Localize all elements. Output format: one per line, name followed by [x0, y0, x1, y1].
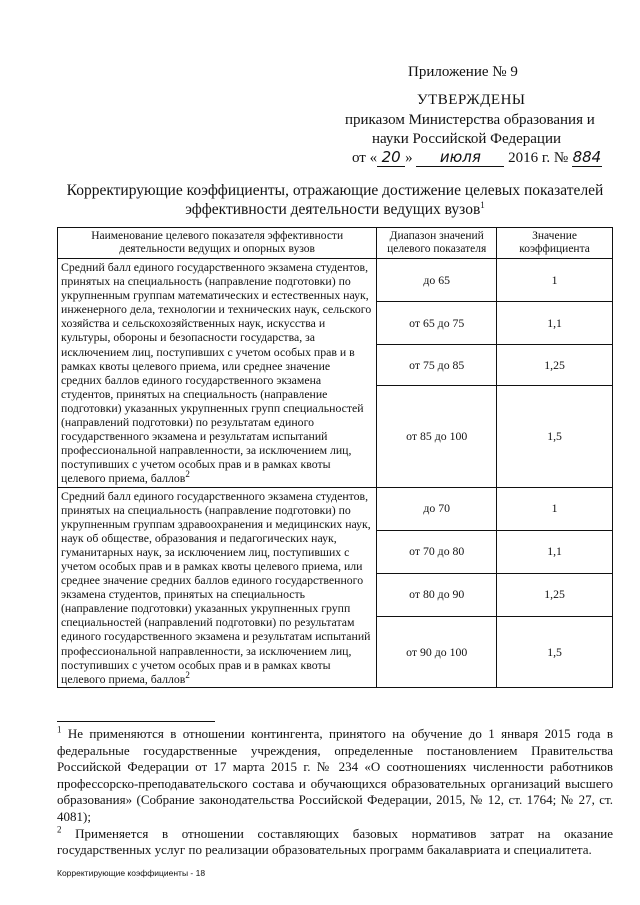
approved-title: УТВЕРЖДЕНЫ [417, 92, 526, 108]
order-prefix: от « [352, 150, 378, 166]
coefficient-cell: 1,5 [497, 616, 613, 687]
table-row [58, 259, 613, 302]
range-cell: до 65 [377, 259, 497, 302]
footnote-1: $^1$ Не применяются в отношении контингента, принятого на обучение до 1 января 2015 года в федеральные государственные учреждения, определенные постановлением Правительства Российской Федерации от 17 марта 2015 г. № 234 «О соотношениях численности работников профессорско-преподавательского состава и обучающихся образовательных организаций высшего образования» (Собрание законодательства Российской Федерации, 2015, № 12, ст. 1764; № 27, ст. 4081); [57, 724, 613, 824]
range-cell: от 65 до 75 [377, 302, 497, 345]
approved-line-2: науки Российской Федерации [372, 131, 562, 147]
approved-line-1: приказом Министерства образования и [345, 112, 595, 128]
footnotes [57, 726, 613, 859]
coefficient-cell: 1,1 [497, 302, 613, 345]
page-footer: Корректирующие коэффициенты - 18 [57, 868, 206, 878]
table-row [58, 487, 613, 530]
appendix-number: Приложение № 9 [408, 64, 518, 80]
title-line-1: Корректирующие коэффициенты, отражающие достижение целевых показателей [66, 182, 604, 199]
range-cell: от 75 до 85 [377, 345, 497, 386]
range-cell: до 70 [377, 487, 497, 530]
header-range: Диапазон значений целевого показателя [377, 228, 497, 259]
header-coefficient: Значение коэффициента [497, 228, 613, 259]
title-line-2: эффективности деятельности ведущих вузов$^1$ [185, 199, 485, 218]
coefficient-cell: 1,25 [497, 345, 613, 386]
range-cell: от 70 до 80 [377, 530, 497, 573]
order-line [352, 148, 602, 167]
table-header-row [58, 228, 613, 259]
header-indicator-name: Наименование целевого показателя эффективности деятельности ведущих и опорных вузов [58, 228, 377, 259]
document-title [40, 181, 630, 219]
coefficient-cell: 1,25 [497, 573, 613, 616]
indicator-description-2: Средний балл единого государственного экзамена студентов, принятых на специальность (направление подготовки) по укрупненным группам здравоохранения и медицинских наук, наук об обществе, образования и педагогических наук, гуманитарных наук, за исключением лиц, поступивших с учетом особых прав и в рамках квоты целевого приема, или среднее значение средних баллов единого государственного экзамена студентов, принятых на специальность (направление подготовки) указанных укрупненных групп специальностей (направлений подготовки) по результатам единого государственного экзамена и результатам испытаний профессиональной направленности, за исключением лиц, поступивших с учетом особых прав и в рамках квоты целевого приема, баллов$^2$ [58, 487, 377, 687]
indicator-description-1: Средний балл единого государственного экзамена студентов, принятых на специальность (направление подготовки) по укрупненным группам математических и естественных наук, инженерного дела, технологии и технических наук, сельского хозяйства и сельскохозяйственных наук, искусства и культуры, обороны и безопасности государства, за исключением лиц, поступивших с учетом особых прав и в рамках квоты целевого приема, или среднее значение средних баллов единого государственного экзамена студентов, принятых на специальность (направление подготовки) указанных укрупненных групп специальностей (направлений подготовки) по результатам единого государственного экзамена и результатам испытаний профессиональной направленности, за исключением лиц, поступивших с учетом особых прав и в рамках квоты целевого приема, баллов$^2$ [58, 259, 377, 488]
order-number: 884 [572, 148, 602, 166]
range-cell: от 80 до 90 [377, 573, 497, 616]
coefficient-cell: 1,5 [497, 386, 613, 488]
coefficient-cell: 1 [497, 487, 613, 530]
range-cell: от 85 до 100 [377, 386, 497, 488]
order-mid: » [405, 150, 413, 166]
title-footnote-mark: 1 [480, 199, 485, 210]
order-month: июля [416, 148, 504, 167]
footnote-divider [57, 721, 215, 722]
order-year: 2016 г. № [508, 150, 569, 166]
order-day: 20 [377, 148, 405, 167]
range-cell: от 90 до 100 [377, 616, 497, 687]
coefficient-cell: 1 [497, 259, 613, 302]
coefficient-cell: 1,1 [497, 530, 613, 573]
coefficients-table [57, 227, 613, 688]
footnote-2: $^2$ Применяется в отношении составляющих базовых нормативов затрат на оказание государственных услуг по реализации образовательных программ бакалавриата и специалитета. [57, 824, 614, 858]
